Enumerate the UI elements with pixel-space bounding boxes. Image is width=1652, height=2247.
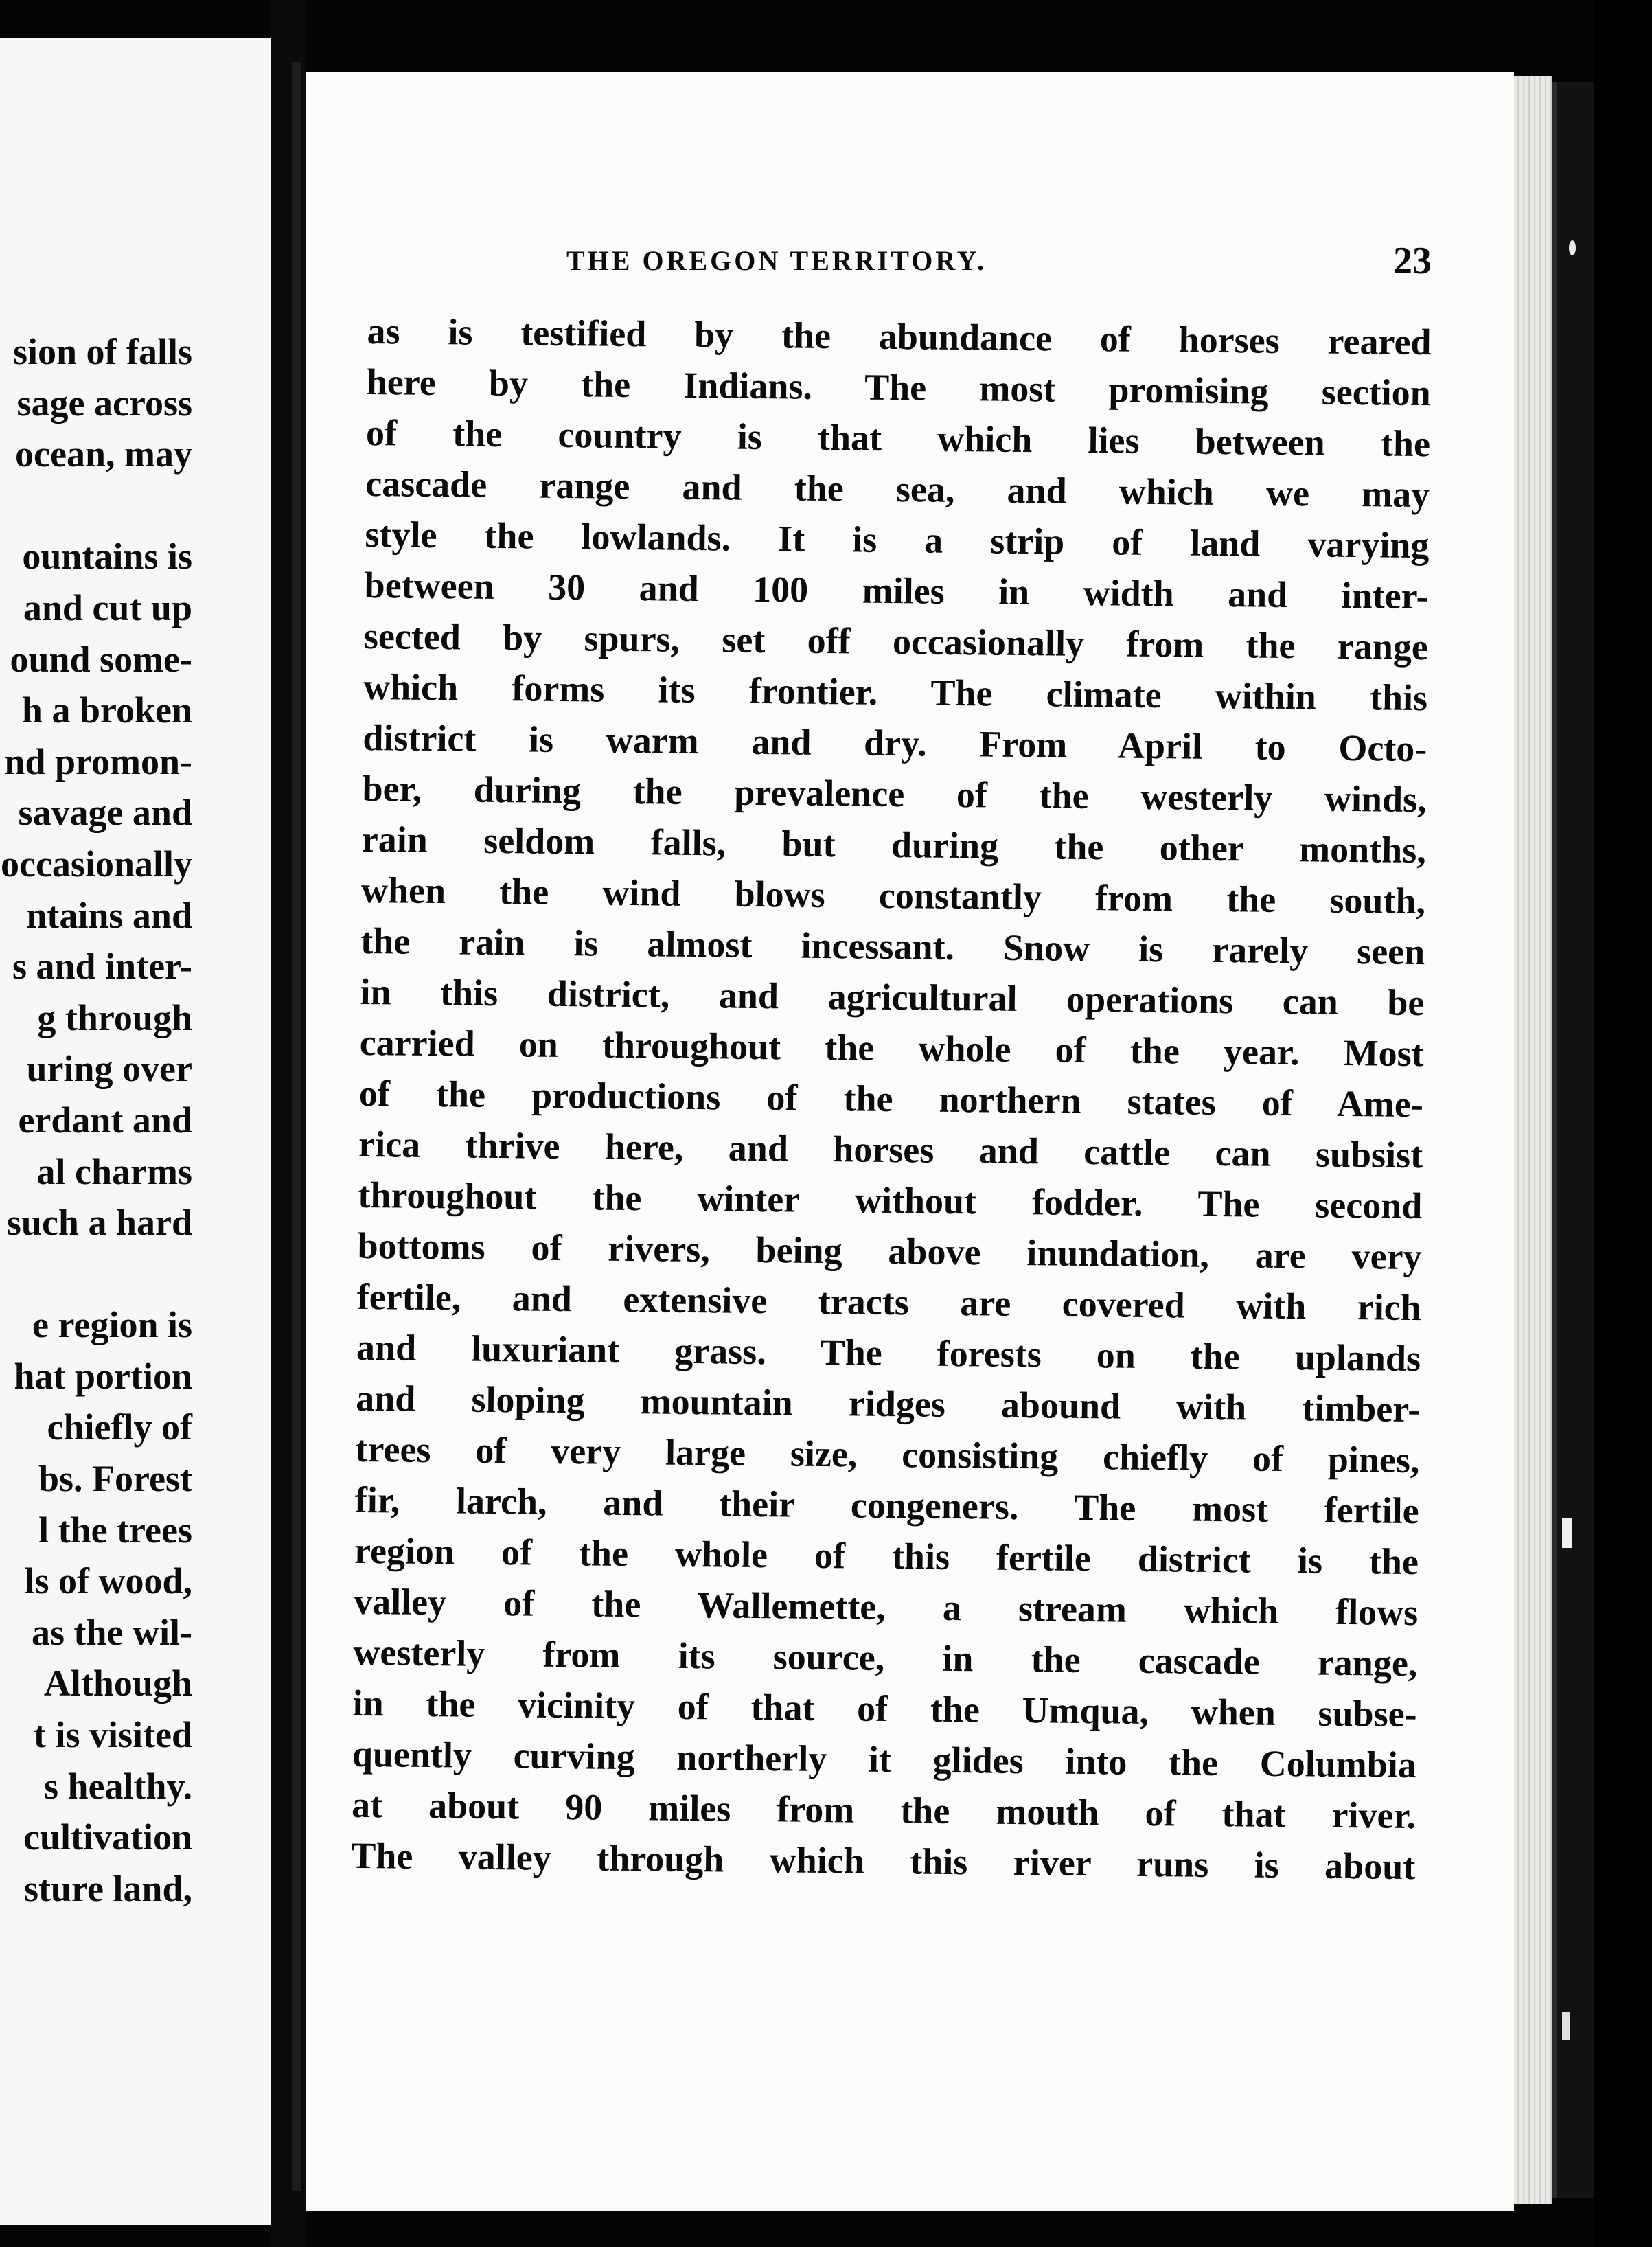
body-line: westerly from its source, in the cascade range, — [353, 1631, 1418, 1685]
book-cover-edge — [1552, 82, 1598, 2198]
body-line: of the country is that which lies between the — [365, 411, 1431, 465]
scan-background — [1594, 0, 1652, 2247]
body-line: cascade range and the sea, and which we may — [365, 462, 1430, 516]
body-line: the rain is almost incessant. Snow is rarely seen — [360, 920, 1425, 973]
body-line: at about 90 miles from the mouth of that river. — [351, 1783, 1416, 1837]
body-line: fir, larch, and their congeners. The most fertile — [354, 1479, 1420, 1532]
left-line: hat portion — [14, 1355, 192, 1397]
body-line: here by the Indians. The most promising section — [366, 361, 1432, 414]
left-line: h a broken — [21, 689, 192, 731]
left-line: ountains is — [22, 536, 192, 578]
left-line: sture land, — [23, 1867, 192, 1909]
body-line: between 30 and 100 miles in width and inter- — [364, 564, 1429, 617]
scan-speck — [1562, 2012, 1570, 2040]
scan-speck — [1562, 1518, 1572, 1548]
left-line: e region is — [32, 1304, 192, 1346]
left-line: nd promon- — [4, 740, 192, 782]
left-line: and cut up — [23, 586, 192, 628]
left-line: as the wil- — [32, 1611, 192, 1653]
left-line: ound some- — [10, 638, 192, 680]
left-line: such a hard — [6, 1202, 192, 1244]
page-header — [306, 233, 1432, 288]
left-line: chiefly of — [47, 1406, 192, 1448]
page-number: 23 — [1393, 240, 1432, 282]
left-line: Although — [43, 1663, 192, 1704]
body-line: fertile, and extensive tracts are covered with rich — [356, 1275, 1422, 1329]
body-line: district is warm and dry. From April to Octo- — [363, 716, 1427, 770]
body-line: trees of very large size, consisting chiefly of pines, — [355, 1428, 1420, 1481]
left-line: al charms — [36, 1150, 192, 1192]
left-line: l the trees — [38, 1509, 192, 1551]
left-line: savage and — [18, 792, 192, 834]
left-line: bs. Forest — [38, 1458, 192, 1500]
left-line: s and inter- — [12, 946, 192, 988]
left-page — [0, 38, 271, 2225]
body-line: region of the whole of this fertile district is the — [354, 1529, 1419, 1583]
left-line: cultivation — [23, 1816, 192, 1858]
body-line: rica thrive here, and horses and cattle can subsist — [358, 1123, 1423, 1176]
body-line: of the productions of the northern states of Ame- — [358, 1072, 1424, 1126]
gutter-fold — [292, 62, 301, 2191]
body-line: sected by spurs, set off occasionally from the range — [363, 615, 1429, 668]
body-line: throughout the winter without fodder. The second — [358, 1174, 1423, 1227]
left-line: uring over — [26, 1048, 192, 1090]
page-stack-edges — [1514, 76, 1552, 2204]
body-line: in this district, and agricultural operations can be — [360, 970, 1425, 1024]
left-line: occasionally — [1, 843, 192, 885]
left-line — [0, 1248, 192, 1300]
body-line: valley of the Wallemette, a stream which flows — [353, 1580, 1419, 1634]
body-line: when the wind blows constantly from the south, — [360, 869, 1426, 922]
left-line: erdant and — [18, 1099, 192, 1141]
left-line: ntains and — [26, 894, 192, 936]
body-line: as is testified by the abundance of horses reared — [367, 310, 1432, 363]
left-page-text — [0, 326, 192, 1914]
left-line: g through — [37, 996, 192, 1038]
body-line: carried on throughout the whole of the year. Most — [359, 1021, 1424, 1075]
left-line — [0, 480, 192, 532]
left-line: ls of wood, — [24, 1560, 192, 1602]
right-page — [306, 72, 1514, 2211]
left-line: sion of falls — [12, 331, 192, 372]
left-line: s healthy. — [43, 1765, 192, 1807]
body-line: style the lowlands. It is a strip of land varying — [365, 513, 1430, 567]
body-line: rain seldom falls, but during the other months, — [361, 818, 1427, 871]
body-line: quently curving northerly it glides into the Columbia — [352, 1733, 1417, 1786]
scan-speck — [1569, 240, 1576, 255]
body-line: bottoms of rivers, being above inundation, are very — [357, 1224, 1422, 1278]
left-line: t is visited — [33, 1714, 192, 1756]
body-line: in the vicinity of that of the Umqua, when subse- — [352, 1682, 1417, 1735]
body-line: and luxuriant grass. The forests on the uplands — [356, 1326, 1421, 1380]
body-line: The valley through which this river runs is about — [351, 1834, 1416, 1888]
body-text — [351, 306, 1432, 1892]
running-head: THE OREGON TERRITORY. — [566, 245, 987, 276]
body-line: which forms its frontier. The climate within this — [363, 665, 1428, 719]
body-line: ber, during the prevalence of the westerly winds, — [362, 767, 1427, 821]
left-line: ocean, may — [15, 433, 192, 475]
body-line: and sloping mountain ridges abound with timber- — [356, 1377, 1421, 1430]
left-line: sage across — [16, 382, 192, 424]
